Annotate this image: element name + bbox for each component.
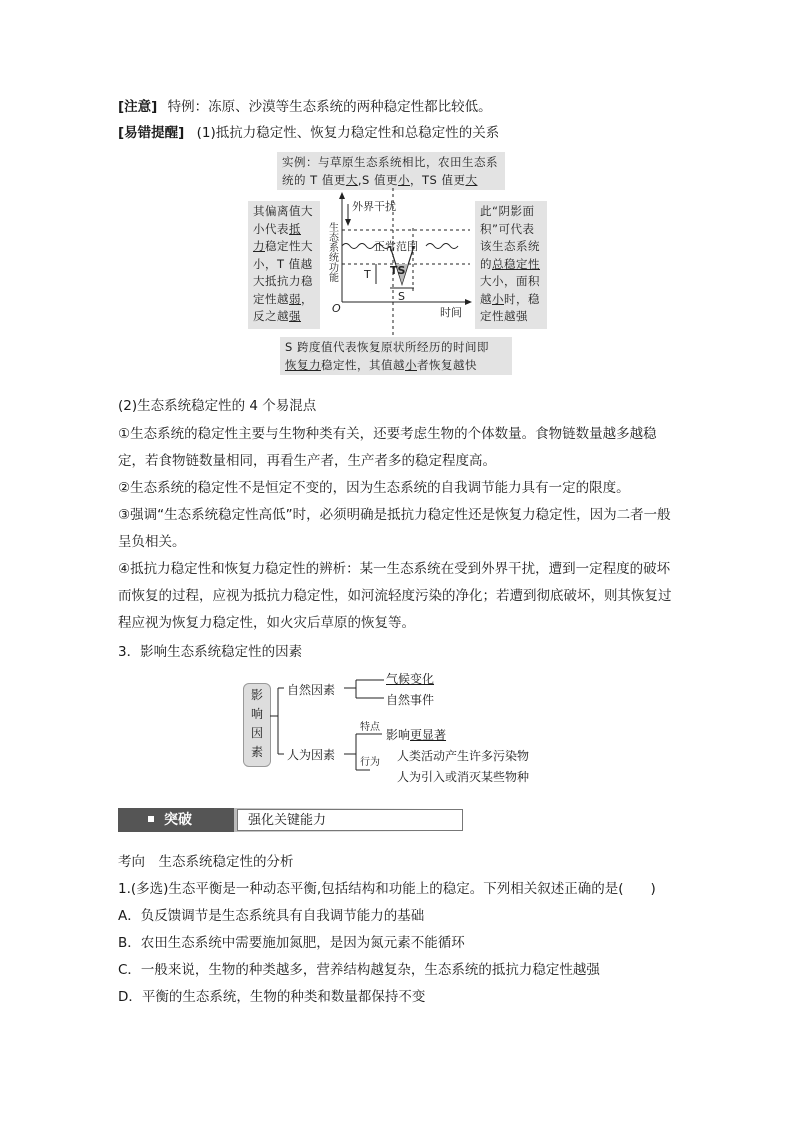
disturbance-label: 外界干扰 [352, 200, 396, 213]
S-label: S [398, 290, 405, 303]
tip-line [118, 123, 499, 143]
tree-root: 影 响 因 素 [243, 683, 271, 767]
note-text: 特例：冻原、沙漠等生态系统的两种稳定性都比较低。 [167, 99, 492, 115]
top-note-box [277, 152, 505, 190]
climate-change: 气候变化 [386, 672, 435, 686]
top-note-line1: 实例：与草原生态系统相比，农田生态系 [282, 155, 498, 169]
option-c: C．一般来说，生物的种类越多，营养结构越复杂，生态系统的抵抗力稳定性越强 [118, 962, 600, 978]
banner-subtitle: 强化关键能力 [237, 809, 463, 831]
TS-label: TS [390, 264, 406, 277]
T-label: T [364, 268, 371, 281]
right-note-box: 此“阴影面 积”可代表 该生态系统 的总稳定性 大小，面积 越小时，稳 定性越强 [475, 201, 547, 329]
origin-label: O [332, 302, 341, 315]
human-factor: 人为因素 [287, 748, 336, 762]
feature-text: 影响更显著 [386, 728, 447, 742]
topic-line: 考向 生态系统稳定性的分析 [118, 854, 294, 870]
item-3: ③强调“生态系统稳定性高低”时，必须明确是抵抗力稳定性还是恢复力稳定性，因为二者一般呈负相关。 [118, 507, 671, 550]
bottom-note-box: S 跨度值代表恢复原状所经历的时间即 恢复力稳定性，其值越小者恢复越快 [280, 337, 512, 375]
option-b: B．农田生态系统中需要施加氮肥，是因为氮元素不能循环 [118, 935, 465, 951]
note-label: [注意] [118, 99, 158, 115]
behavior-tag: 行为 [360, 757, 380, 768]
behavior-2: 人为引入或消灭某些物种 [397, 770, 530, 784]
normal-range-label: 正常范围 [374, 240, 418, 253]
sec2-title: (2)生态系统稳定性的 4 个易混点 [118, 398, 317, 414]
sec3-title: 3．影响生态系统稳定性的因素 [118, 644, 303, 660]
stability-graph [320, 188, 476, 338]
square-icon [148, 816, 154, 822]
left-note-box: 其偏离值大 小代表抵 力稳定性大 小，T 值越 大抵抗力稳 定性越弱， 反之越强 [248, 201, 320, 329]
tip-label: [易错提醒] [118, 125, 185, 141]
banner-breakthrough: 突破 [118, 808, 234, 832]
item-1: ①生态系统的稳定性主要与生物种类有关，还要考虑生物的个体数量。食物链数量越多越稳定，若食物链数量相同，再看生产者，生产者多的稳定程度高。 [118, 426, 657, 469]
option-a: A．负反馈调节是生态系统具有自我调节能力的基础 [118, 908, 425, 924]
item-2: ②生态系统的稳定性不是恒定不变的，因为生态系统的自我调节能力具有一定的限度。 [118, 480, 630, 496]
top-note-line2: 统的 T 值更大,S 值更小，TS 值更大 [282, 172, 478, 187]
question-stem: 1.(多选)生态平衡是一种动态平衡,包括结构和功能上的稳定。下列相关叙述正确的是( ) [118, 881, 656, 897]
behavior-1: 人类活动产生许多污染物 [397, 749, 530, 763]
natural-events: 自然事件 [386, 693, 435, 707]
tip-text: (1)抵抗力稳定性、恢复力稳定性和总稳定性的关系 [196, 125, 500, 141]
option-d: D．平衡的生态系统，生物的种类和数量都保持不变 [118, 989, 426, 1005]
section-banner [118, 808, 430, 832]
note-line [118, 97, 492, 117]
graph-ylabel: 生态系统功能 [326, 222, 338, 282]
feature-tag: 特点 [360, 722, 380, 733]
graph-xlabel: 时间 [440, 306, 462, 319]
item-4: ④抵抗力稳定性和恢复力稳定性的辨析：某一生态系统在受到外界干扰，遭到一定程度的破坏而恢复的过程，应视为抵抗力稳定性，如河流轻度污染的净化；若遭到彻底破坏，则其恢复过程应视为恢复力稳定性，如火灾后草原的恢复等。 [118, 561, 672, 631]
natural-factor: 自然因素 [287, 683, 336, 697]
